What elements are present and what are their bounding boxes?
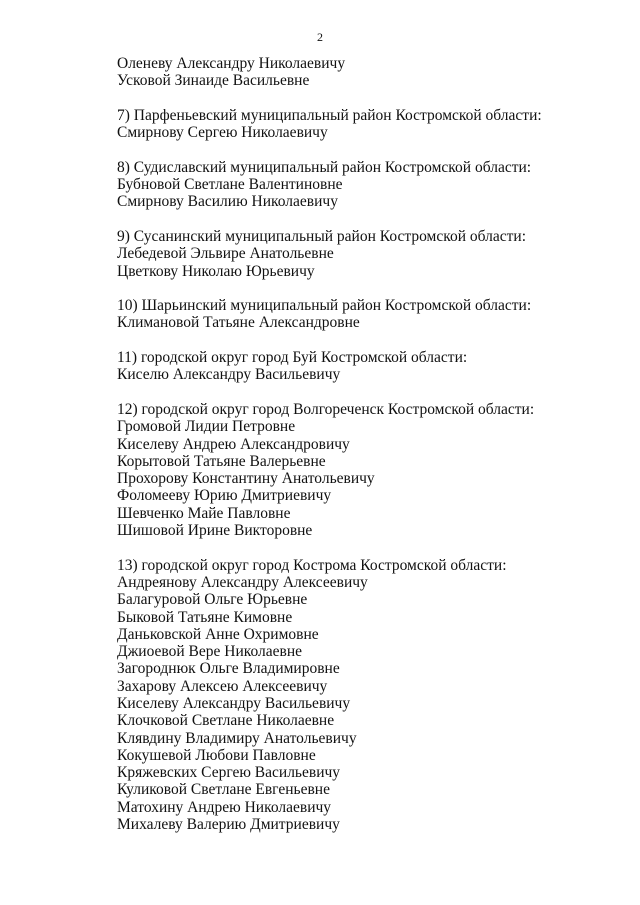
name-line: Шишовой Ирине Викторовне — [117, 522, 313, 540]
section-heading: 10) Шарьинский муниципальный район Костромской области: — [117, 297, 532, 315]
name-line: Матохину Андрею Николаевичу — [117, 798, 332, 816]
name-line: Джиоевой Вере Николаевне — [117, 643, 303, 661]
section-heading: 7) Парфеньевский муниципальный район Костромской области: — [117, 106, 542, 124]
name-line: Цветкову Николаю Юрьевичу — [117, 262, 315, 280]
name-line: Даньковской Анне Охримовне — [117, 625, 319, 643]
name-line: Смирнову Сергею Николаевичу — [117, 124, 328, 142]
section-heading: 9) Сусанинский муниципальный район Костромской области: — [117, 227, 526, 245]
paragraph-gap — [117, 90, 607, 107]
name-line: Прохорову Константину Анатольевичу — [117, 470, 375, 488]
name-line: Клявдину Владимиру Анатольевичу — [117, 729, 357, 747]
name-line: Лебедевой Эльвире Анатольевне — [117, 245, 334, 263]
page-number: 2 — [317, 30, 323, 44]
name-line: Киселеву Андрею Александровичу — [117, 435, 350, 453]
paragraph-gap — [117, 384, 607, 401]
name-line: Быковой Татьяне Кимовне — [117, 608, 293, 626]
paragraph-gap — [117, 141, 607, 158]
name-line: Куликовой Светлане Евгеньевне — [117, 781, 330, 799]
name-line: Громовой Лидии Петровне — [117, 418, 296, 436]
name-line: Климановой Татьяне Александровне — [117, 314, 360, 332]
name-line: Кряжевских Сергею Васильевичу — [117, 764, 341, 782]
name-line: Смирнову Василию Николаевичу — [117, 193, 338, 211]
name-line: Клочковой Светлане Николаевне — [117, 712, 335, 730]
section-heading: 8) Судиславский муниципальный район Костромской области: — [117, 158, 532, 176]
name-line: Балагуровой Ольге Юрьевне — [117, 591, 308, 609]
name-line: Захарову Алексею Алексеевичу — [117, 677, 328, 695]
paragraph-gap — [117, 280, 607, 297]
name-line: Оленеву Александру Николаевичу — [117, 55, 346, 72]
paragraph-gap — [117, 332, 607, 349]
name-line: Михалеву Валерию Дмитриевичу — [117, 816, 340, 834]
name-line: Корытовой Татьяне Валерьевне — [117, 452, 326, 470]
name-line: Киселеву Александру Васильевичу — [117, 694, 351, 712]
section-heading: 11) городской округ город Буй Костромской области: — [117, 349, 468, 367]
paragraph-gap — [117, 539, 607, 556]
name-line: Киселю Александру Васильевичу — [117, 366, 341, 384]
section-heading: 12) городской округ город Волгореченск Костромской области: — [117, 400, 535, 418]
section-heading: 13) городской округ город Кострома Костромской области: — [117, 556, 507, 574]
name-line: Фоломееву Юрию Дмитриевичу — [117, 487, 332, 505]
name-line: Шевченко Майе Павловне — [117, 504, 291, 522]
name-line: Андреянову Александру Алексеевичу — [117, 573, 368, 591]
name-line: Бубновой Светлане Валентиновне — [117, 176, 343, 194]
document-body — [117, 55, 607, 833]
paragraph-gap — [117, 211, 607, 228]
name-line: Загороднюк Ольге Владимировне — [117, 660, 340, 678]
name-line: Усковой Зинаиде Васильевне — [117, 72, 310, 90]
name-line: Кокушевой Любови Павловне — [117, 746, 316, 764]
